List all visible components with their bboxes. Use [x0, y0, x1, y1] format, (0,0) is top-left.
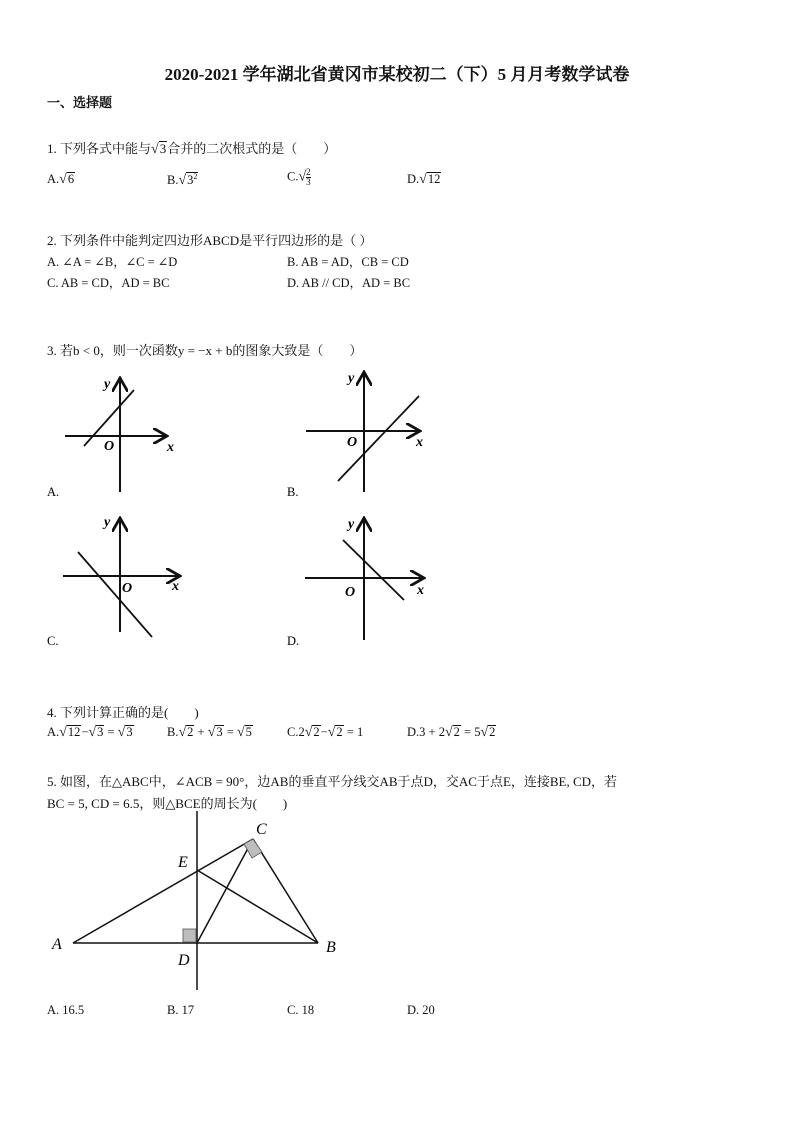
graph-c-label: C.	[47, 634, 59, 648]
graph-a-x-label: x	[167, 440, 174, 455]
q4-b-rad3: 5	[245, 725, 252, 739]
graph-d-y-label: y	[348, 517, 355, 532]
q4-a-rad1: 12	[67, 725, 81, 739]
q4-a-label: A.	[47, 725, 60, 739]
q1-d-radicand: 12	[427, 172, 441, 186]
q1-option-c[interactable]: C.√ $\frac{2}{3}$	[287, 167, 311, 187]
point-b-label: B	[326, 939, 336, 956]
q1-option-d[interactable]: D.√12	[407, 172, 441, 187]
q4-c-coef: 2	[298, 725, 305, 739]
q4-option-c[interactable]: C.2√2−√2 = 1	[287, 725, 364, 740]
q4-d-rad2: 2	[489, 725, 496, 739]
q5-triangle-figure	[0, 805, 794, 1005]
graph-d-x-label: x	[417, 583, 424, 598]
q4-d-coef: 3 + 2	[419, 725, 445, 739]
graph-b-y-label: y	[348, 371, 355, 386]
graph-d-origin: O	[345, 585, 356, 600]
q4-c-eq: = 1	[343, 725, 364, 739]
point-a-label: A	[52, 936, 62, 953]
q1-c-numerator: 2	[306, 167, 311, 177]
q1-suffix: 合并的二次根式的是（ ）	[167, 141, 337, 156]
question-1-text: 1. 下列各式中能与√3合并的二次根式的是（ ）	[47, 141, 337, 157]
question-5-line1: 5. 如图，在△ABC中，∠ACB = 90°，边AB的垂直平分线交AB于点D，交AC于点E，连接BE, CD，若	[47, 774, 618, 789]
q5-option-b[interactable]: B. 17	[167, 1003, 195, 1017]
q1-d-label: D.	[407, 172, 420, 186]
point-d-label: D	[178, 952, 190, 969]
graph-a-label: A.	[47, 485, 60, 499]
graph-a-y-label: y	[104, 377, 111, 392]
q1-prefix: 1. 下列各式中能与	[47, 141, 152, 156]
segment-ac	[73, 839, 253, 943]
q1-b-label: B.	[167, 173, 179, 188]
graph-c-x-label: x	[172, 579, 179, 594]
q5-option-a[interactable]: A. 16.5	[47, 1003, 85, 1017]
graph-a-line	[84, 390, 134, 446]
q5-option-c[interactable]: C. 18	[287, 1003, 315, 1017]
q1-b-radicand: 3	[187, 173, 194, 188]
segment-be	[197, 870, 318, 943]
point-e-label: E	[178, 854, 188, 871]
graph-c-line	[78, 552, 152, 637]
q4-a-rad3: 3	[126, 725, 133, 739]
q4-c-label: C.	[287, 725, 299, 739]
q1-radicand: 3	[159, 141, 167, 156]
q4-b-rad1: 2	[187, 725, 194, 739]
q1-option-a[interactable]: A.√6	[47, 172, 75, 187]
graph-c-origin: O	[122, 581, 133, 596]
exam-title: 2020-2021 学年湖北省黄冈市某校初二（下）5 月月考数学试卷	[164, 65, 630, 84]
question-3-text: 3. 若b < 0，则一次函数y = −x + b的图象大致是（ ）	[47, 343, 363, 358]
q4-d-label: D.	[407, 725, 420, 739]
q4-option-b[interactable]: B.√2 + √3 = √5	[167, 725, 252, 740]
q4-b-eq: =	[223, 725, 237, 739]
question-4-text: 4. 下列计算正确的是( )	[47, 705, 199, 720]
segment-bc	[253, 839, 318, 943]
graph-a-origin: O	[104, 439, 115, 454]
graph-b-label: B.	[287, 485, 299, 499]
q4-option-a[interactable]: A.√12−√3 = √3	[47, 725, 133, 740]
graph-c-y-label: y	[104, 515, 111, 530]
q4-c-rad1: 2	[313, 725, 320, 739]
q1-b-exponent: 2	[193, 172, 198, 181]
q1-c-label: C.	[287, 169, 299, 184]
q4-option-d[interactable]: D.3 + 2√2 = 5√2	[407, 725, 496, 740]
q1-a-label: A.	[47, 172, 60, 186]
q4-b-rad2: 3	[216, 725, 223, 739]
q1-c-denominator: 3	[306, 177, 311, 187]
graph-b-origin: O	[347, 435, 358, 450]
q2-option-d[interactable]: D. AB // CD，AD = BC	[287, 276, 411, 290]
graph-c[interactable]	[63, 515, 179, 637]
graph-a[interactable]	[65, 377, 174, 492]
q4-b-op: +	[194, 725, 208, 739]
q4-c-op: −	[320, 725, 328, 739]
question-2-text: 2. 下列条件中能判定四边形ABCD是平行四边形的是（ ）	[47, 233, 373, 248]
q2-option-c[interactable]: C. AB = CD，AD = BC	[47, 276, 170, 290]
q5-option-d[interactable]: D. 20	[407, 1003, 435, 1017]
q1-option-b[interactable]: $B.√3^2$	[167, 172, 198, 189]
q1-c-fraction	[306, 168, 311, 187]
graph-b-x-label: x	[416, 435, 423, 450]
graph-d[interactable]	[305, 517, 424, 640]
q2-option-a[interactable]: A. ∠A = ∠B，∠C = ∠D	[47, 255, 178, 269]
q4-a-rad2: 3	[97, 725, 104, 739]
q4-d-eq: = 5	[460, 725, 481, 739]
q4-a-eq: =	[104, 725, 118, 739]
q4-a-op: −	[81, 725, 89, 739]
section-heading: 一、选择题	[47, 95, 113, 110]
q4-d-rad1: 2	[453, 725, 460, 739]
graph-b[interactable]	[306, 371, 423, 492]
q4-b-label: B.	[167, 725, 179, 739]
graph-d-label: D.	[287, 634, 300, 648]
q4-c-rad2: 2	[336, 725, 343, 739]
question-5-line2: BC = 5, CD = 6.5，则△BCE的周长为( )	[47, 796, 288, 811]
q3-graphs	[0, 360, 794, 660]
q2-option-b[interactable]: B. AB = AD，CB = CD	[287, 255, 409, 269]
point-c-label: C	[256, 821, 267, 838]
q1-a-radicand: 6	[67, 172, 75, 186]
right-angle-mark-d	[183, 929, 196, 942]
